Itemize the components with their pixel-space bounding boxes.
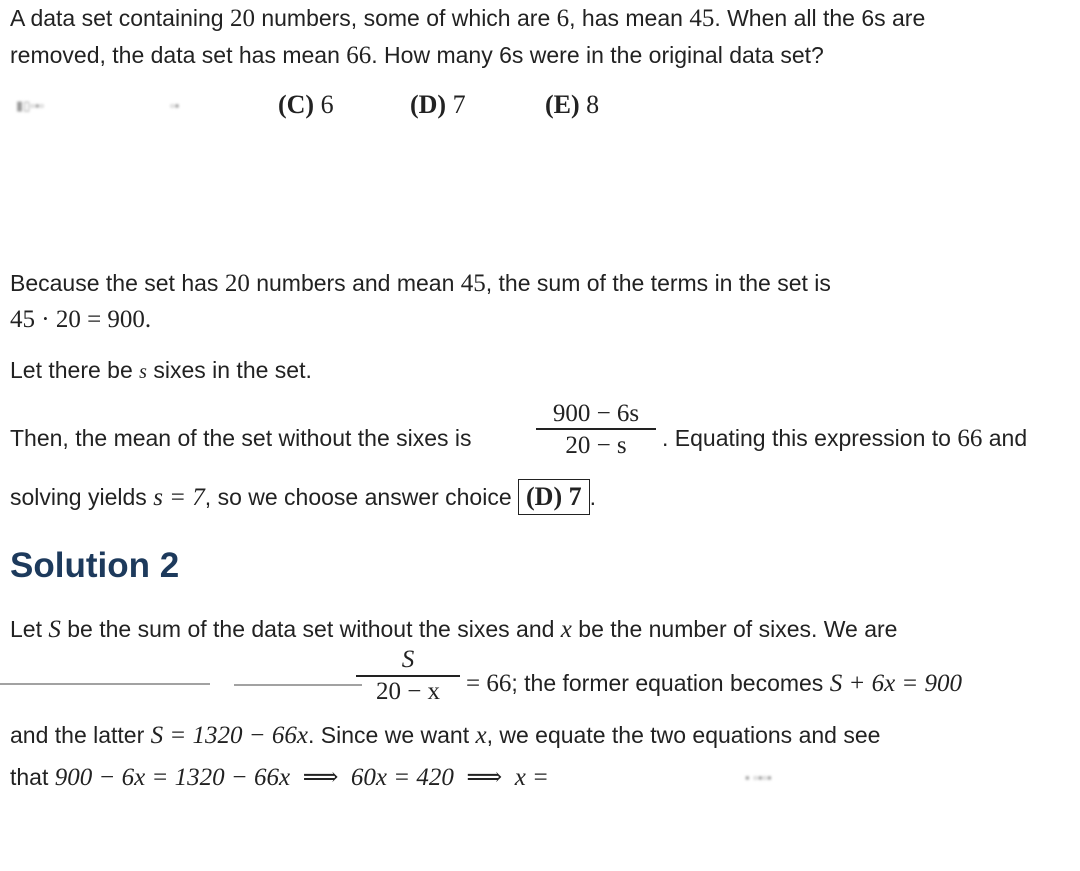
- solution1-para1-line1: Because the set has 20 numbers and mean 45, the sum of the terms in the set is: [10, 270, 831, 297]
- solution1-fraction: [536, 400, 656, 462]
- choice-b-blurred: ▫▪: [170, 98, 180, 113]
- boxed-answer: (D) 7: [518, 479, 590, 515]
- fraction-denominator: 20 − x: [375, 677, 441, 705]
- solution1-para3: Then, the mean of the set without the sixes is: [10, 425, 472, 451]
- choice-e: (E) 8: [545, 90, 600, 119]
- fraction-numerator: S: [401, 646, 415, 673]
- garbled-text-mid: [234, 684, 362, 686]
- solution1-para4: solving yields s = 7, so we choose answer choice (D) 7 .: [10, 479, 596, 515]
- solution1-para2: Let there be s sixes in the set.: [10, 357, 312, 383]
- garbled-text-end: ▪ ▫▪▫▪: [745, 770, 772, 785]
- fraction-numerator: 900 − 6s: [552, 400, 640, 427]
- choice-d: (D) 7: [410, 90, 466, 119]
- solution2-line1: Let S be the sum of the data set without the sixes and x be the number of sixes. We are: [10, 616, 898, 643]
- fraction-denominator: 20 − s: [565, 431, 627, 459]
- problem-line-2: removed, the data set has mean 66. How many 6s were in the original data set?: [10, 42, 824, 69]
- solution1-para3-end: . Equating this expression to 66 and: [662, 425, 1028, 452]
- solution2-line4: that 900 − 6x = 1320 − 66x ⟹ 60x = 420 ⟹ x =: [10, 764, 549, 791]
- choice-c: (C) 6: [278, 90, 334, 119]
- solution1-sum-equation: 45 · 20 = 900.: [10, 306, 152, 333]
- solution2-heading: Solution 2: [10, 546, 180, 585]
- choice-a-blurred: ▮▯▫▪▫: [16, 98, 45, 113]
- garbled-text-left: [0, 683, 210, 685]
- problem-line-1: A data set containing 20 numbers, some of which are 6, has mean 45. When all the 6s are: [10, 5, 926, 32]
- solution2-line2: = 66; the former equation becomes S + 6x = 900: [466, 670, 963, 697]
- solution2-fraction: [356, 645, 460, 707]
- solution2-line3: and the latter S = 1320 − 66x. Since we want x, we equate the two equations and see: [10, 722, 881, 749]
